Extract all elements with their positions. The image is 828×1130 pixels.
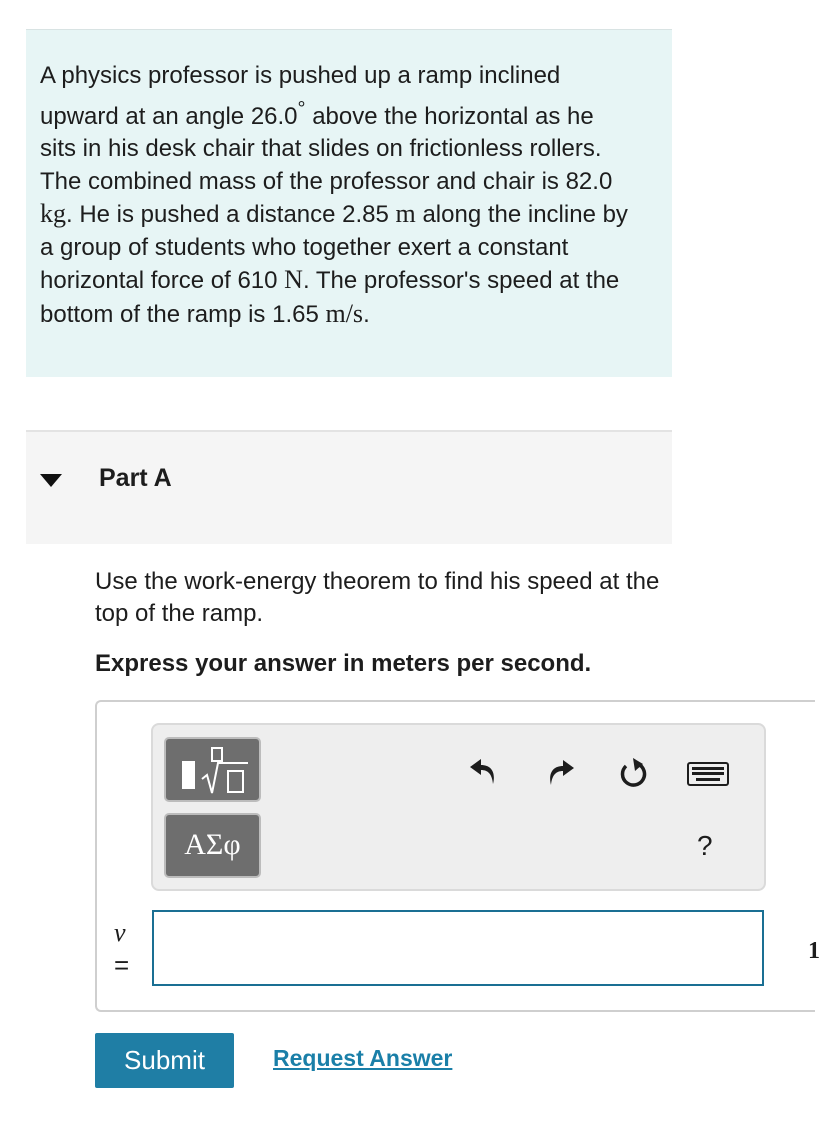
answer-variable: v <box>114 918 126 947</box>
unit-kg: kg <box>40 199 66 228</box>
reset-button[interactable] <box>616 756 652 797</box>
reset-icon <box>616 756 652 792</box>
undo-icon <box>466 754 500 788</box>
keyboard-button[interactable] <box>687 761 729 792</box>
problem-text-3: . He is pushed a distance 2.85 <box>66 201 396 228</box>
templates-icon <box>166 739 259 800</box>
problem-text-5: . The professor's speed at the bottom of the ramp is 1.65 <box>40 267 620 328</box>
collapse-caret-icon[interactable] <box>40 474 62 487</box>
units-fragment: 1 <box>808 938 820 964</box>
part-title: Part A <box>99 464 172 492</box>
redo-button[interactable] <box>544 756 578 795</box>
templates-button[interactable] <box>164 737 261 802</box>
keyboard-icon <box>687 761 729 787</box>
undo-button[interactable] <box>466 754 500 793</box>
greek-symbols-button[interactable] <box>164 813 261 878</box>
problem-text-6: . <box>363 300 370 328</box>
redo-icon <box>544 756 578 790</box>
problem-statement <box>40 60 630 331</box>
unit-m: m <box>395 199 416 228</box>
part-a-header[interactable] <box>26 430 672 544</box>
unit-m-per-s: m/s <box>325 298 364 328</box>
degree-symbol: ° <box>297 97 306 120</box>
greek-symbols-icon: ΑΣφ <box>184 828 241 861</box>
equals-sign: = <box>114 950 130 980</box>
answer-input[interactable] <box>152 910 764 986</box>
help-icon[interactable]: ? <box>697 830 713 861</box>
problem-statement-box <box>26 29 672 377</box>
submit-button[interactable]: Submit <box>95 1033 234 1088</box>
problem-text-2: above the horizontal as he sits in his desk chair that slides on frictionless rollers. The combined mass of the professor and chair is 82.0 <box>40 102 613 195</box>
request-answer-link[interactable]: Request Answer <box>273 1045 453 1071</box>
answer-instruction: Express your answer in meters per second. <box>95 650 592 677</box>
problem-text-4: along the incline by a group of students who together exert a constant horizontal force of 610 <box>40 201 628 294</box>
question-text: Use the work-energy theorem to find his speed at the top of the ramp. <box>95 568 660 627</box>
problem-text-1: A physics professor is pushed up a ramp inclined upward at an angle 26.0 <box>40 62 561 130</box>
unit-n: N <box>284 265 303 294</box>
